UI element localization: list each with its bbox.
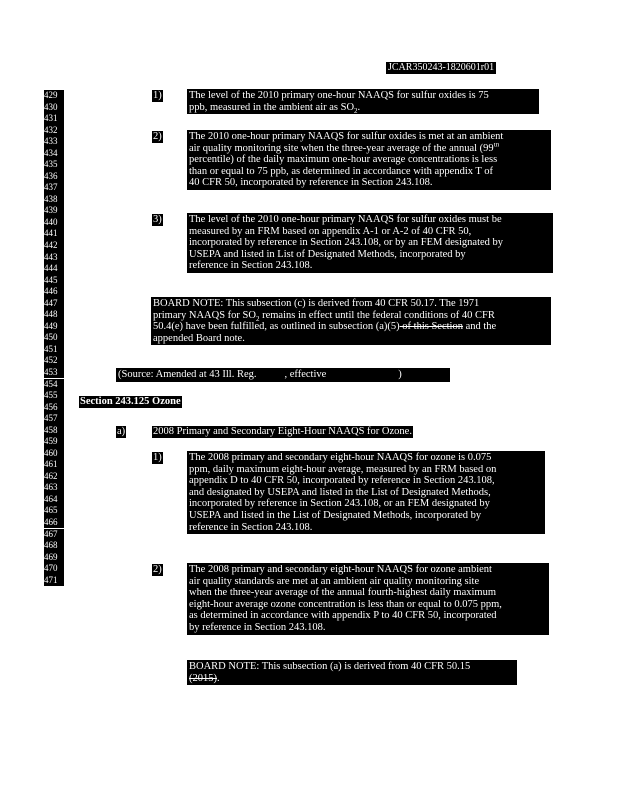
line-number: 452 [44,355,64,367]
text-run: . [357,101,361,113]
struck-text: of this Section [399,321,463,333]
struck-text: (2015) [189,672,217,684]
line-number: 431 [44,113,64,125]
text-line: percentile) of the daily maximum one-hour average concentrations is less [189,154,498,166]
line-number: 446 [44,286,64,298]
text-line [118,369,448,381]
text-line: reference in Section 243.108. [189,521,313,533]
line-number: 440 [44,217,64,229]
text-line: incorporated by reference in Section 243.108, or by an FEM designated by [189,237,504,249]
source-line [116,368,450,382]
text-line: than or equal to 75 ppb, as determined in accordance with appendix T of [189,165,494,177]
line-number: 442 [44,240,64,252]
line-number: 464 [44,494,64,506]
text-line: The 2008 primary and secondary eight-hour NAAQS for ozone ambient [189,564,492,575]
line-number: 437 [44,182,64,194]
text-line [153,321,549,333]
superscript: th [493,142,500,149]
text-line: The 2008 primary and secondary eight-hour NAAQS for ozone is 0.075 [189,452,492,463]
text-line: USEPA and listed in the List of Designated Methods, incorporated by [189,509,482,521]
text-line: 40 CFR 50, incorporated by reference in Section 243.108. [189,177,433,189]
paragraph-ozone-2 [187,563,549,635]
item-number: 2) [153,564,162,575]
subscript: 2 [354,106,358,114]
line-number: 438 [44,194,64,206]
text-line [189,102,537,114]
line-number: 462 [44,471,64,483]
text-line: and designated by USEPA and listed in the List of Designated Methods, [189,486,491,498]
board-note-ozone [187,660,517,685]
text-run: remains in effect until the federal conditions of 40 CFR [259,309,495,321]
line-number: 447 [44,298,64,310]
line-number: 456 [44,402,64,414]
text-line: air quality standards are met at an ambient air quality monitoring site [189,575,480,587]
line-number: 436 [44,171,64,183]
line-number: 449 [44,321,64,333]
line-number: 439 [44,205,64,217]
subsection-heading: 2008 Primary and Secondary Eight-Hour NAAQS for Ozone. [153,426,412,437]
text-line: reference in Section 243.108. [189,260,313,272]
text-line: when the three-year average of the annual fourth-highest daily maximum [189,587,497,599]
text-line: as determined in accordance with appendix P to 40 CFR 50, incorporated [189,610,497,622]
text-run: , effective [284,369,327,380]
text-line [189,673,515,685]
line-number: 445 [44,275,64,287]
line-number: 448 [44,309,64,321]
text-run: (Source: Amended at 43 Ill. Reg. [118,369,257,380]
text-run: . [217,672,220,684]
line-number: 434 [44,148,64,160]
text-line: by reference in Section 243.108. [189,621,326,633]
text-line: measured by an FRM based on appendix A-1 or A-2 of 40 CFR 50, [189,225,472,237]
paragraph-so2-2 [187,130,551,190]
line-number: 467 [44,529,64,541]
text-run: ) [398,369,402,380]
text-run: primary NAAQS for SO [153,309,256,321]
line-number: 429 [44,90,64,102]
line-number: 455 [44,390,64,402]
text-run: ppb, measured in the ambient air as SO [189,101,355,113]
paragraph-so2-1 [187,89,539,114]
text-line: incorporated by reference in Section 243.108, or an FEM designated by [189,498,490,510]
text-line: eight-hour average ozone concentration is less than or equal to 0.075 ppm, [189,598,502,610]
line-number: 461 [44,459,64,471]
board-note-so2 [151,297,551,345]
line-number: 430 [44,102,64,114]
line-number: 457 [44,413,64,425]
item-number: 1) [153,452,162,463]
text-line: appendix D to 40 CFR 50, incorporated by reference in Section 243.108, [189,475,495,487]
line-number: 468 [44,540,64,552]
text-line [189,143,549,155]
line-number: 433 [44,136,64,148]
line-number: 441 [44,228,64,240]
section-heading: Section 243.125 Ozone [80,396,181,407]
subsection-label: a) [117,426,126,437]
line-number: 453 [44,367,64,379]
item-number: 3) [153,214,162,225]
line-number: 454 [44,379,64,391]
line-number: 460 [44,448,64,460]
text-line: BOARD NOTE: This subsection (c) is derived from 40 CFR 50.17. The 1971 [153,298,480,309]
text-line: The level of the 2010 one-hour primary NAAQS for sulfur oxides must be [189,214,502,225]
text-line: The level of the 2010 primary one-hour NAAQS for sulfur oxides is 75 [189,90,489,101]
text-line: USEPA and listed in List of Designated Methods, incorporated by [189,248,466,260]
paragraph-so2-3 [187,213,553,273]
text-line [153,310,549,322]
text-run: 50.4(e) have been fulfilled, as outlined in subsection (a)(5) [153,321,400,333]
line-number: 465 [44,505,64,517]
text-run: and the [462,321,497,333]
text-line: appended Board note. [153,332,245,344]
line-number: 471 [44,575,64,587]
text-run: air quality monitoring site when the three-year average of the annual (99 [189,142,494,154]
line-number: 435 [44,159,64,171]
line-number: 450 [44,332,64,344]
line-number: 444 [44,263,64,275]
document-id: JCAR350243-1820601r01 [388,62,495,73]
subscript: 2 [255,314,260,322]
text-line: The 2010 one-hour primary NAAQS for sulfur oxides is met at an ambient [189,131,504,142]
line-number: 451 [44,344,64,356]
text-line: ppm, daily maximum eight-hour average, measured by an FRM based on [189,463,497,475]
item-number: 1) [153,90,162,101]
line-number: 443 [44,252,64,264]
line-number: 466 [44,517,64,529]
line-number: 469 [44,552,64,564]
line-number: 458 [44,425,64,437]
text-line: BOARD NOTE: This subsection (a) is derived from 40 CFR 50.15 [189,661,471,672]
line-number: 459 [44,436,64,448]
line-number: 470 [44,563,64,575]
line-number: 463 [44,482,64,494]
paragraph-ozone-1 [187,451,545,534]
line-number: 432 [44,125,64,137]
item-number: 2) [153,131,162,142]
